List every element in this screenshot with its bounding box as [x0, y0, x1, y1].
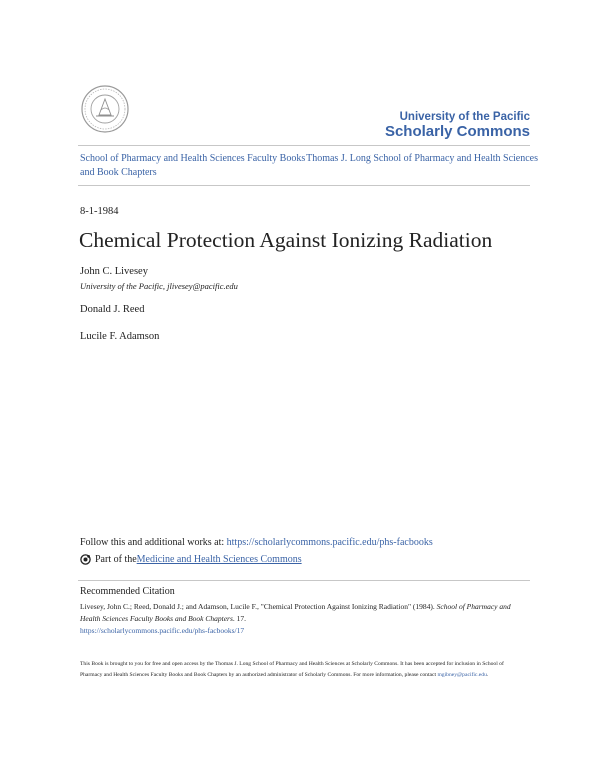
citation-series: School of Pharmacy and Health Sciences Faculty Books and Book Chapters	[80, 602, 511, 623]
recommended-citation-heading: Recommended Citation	[80, 586, 175, 597]
notice-end: .	[486, 671, 489, 678]
repository-name[interactable]: Scholarly Commons	[384, 123, 530, 140]
network-commons-icon	[80, 554, 91, 565]
recommended-citation-text	[80, 601, 532, 637]
citation-url-link[interactable]: https://scholarlycommons.pacific.edu/phs-facbooks/17	[80, 626, 245, 635]
follow-url-link[interactable]: https://scholarlycommons.pacific.edu/phs-facbooks	[226, 537, 433, 548]
document-title: Chemical Protection Against Ionizing Radiation	[79, 228, 493, 252]
follow-prefix: Follow this and additional works at:	[80, 537, 227, 548]
contact-email-link[interactable]: mgibney@pacific.edu	[437, 671, 487, 678]
follow-line	[80, 537, 433, 548]
author-affiliation: University of the Pacific, jlivesey@pacific.edu	[80, 281, 238, 291]
part-prefix: Part of the	[95, 554, 137, 565]
notice-text: This Book is brought to you for free and open access by the Thomas J. Long School of Pharmacy and Health Sciences at Scholarly Commons. It has been accepted for inclusion in School of Pharmacy and Health Sciences Faculty Books and Book Chapters by an authorized administrator of Scholarly Commons. For more information, please contact	[80, 661, 504, 678]
author-name: Lucile F. Adamson	[80, 331, 160, 342]
university-name: University of the Pacific	[399, 111, 530, 123]
divider	[78, 185, 530, 186]
divider	[78, 580, 530, 581]
university-seal-icon	[80, 84, 130, 134]
access-notice	[80, 659, 526, 680]
citation-number: . 17.	[232, 614, 247, 623]
divider	[78, 145, 530, 146]
part-of-line	[80, 554, 302, 565]
citation-main: Livesey, John C.; Reed, Donald J.; and Adamson, Lucile F., "Chemical Protection Against Ionizing Radiation" (1984).	[80, 602, 437, 611]
collection-link-right[interactable]: Thomas J. Long School of Pharmacy and Health Sciences	[306, 153, 538, 164]
author-name: Donald J. Reed	[80, 304, 145, 315]
author-name: John C. Livesey	[80, 266, 148, 277]
collection-link-left[interactable]: School of Pharmacy and Health Sciences Faculty Books and Book Chapters	[80, 153, 306, 178]
publication-date: 8-1-1984	[80, 206, 119, 217]
commons-link[interactable]: Medicine and Health Sciences Commons	[136, 554, 302, 565]
